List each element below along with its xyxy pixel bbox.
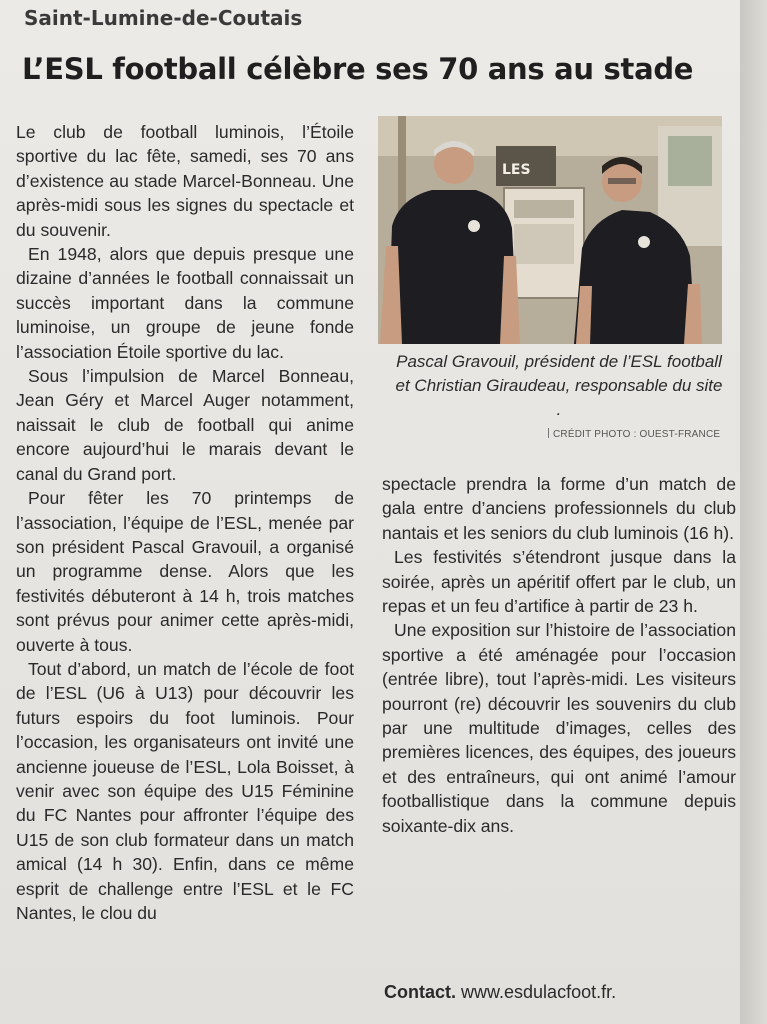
contact-label: Contact. [384, 982, 456, 1002]
locality-heading: Saint-Lumine-de-Coutais [24, 6, 303, 30]
page-edge [740, 0, 767, 1024]
paragraph: Le club de football luminois, l’Étoile sportive du lac fête, samedi, ses 70 ans d’existence au stade Marcel-Bonneau. Une après-midi sous les signes du spectacle et du souvenir. [16, 122, 354, 240]
article-photo [378, 116, 722, 344]
left-column [16, 120, 354, 925]
paragraph: Pour fêter les 70 printemps de l’association, l’équipe de l’ESL, menée par son président Pascal Gravouil, a organisé un programme dense. Alors que les festivités débuteront à 14 h, trois matches sont prévus pour animer cette après-midi, ouverte à tous. [16, 488, 354, 655]
contact-url[interactable]: www.esdulacfoot.fr. [461, 982, 617, 1002]
contact-line [384, 982, 734, 1003]
paragraph: En 1948, alors que depuis presque une dizaine d’années le football connaissait un succès important dans la commune luminoise, un groupe de jeune fonde l’association Étoile sportive du lac. [16, 244, 354, 362]
paragraph: spectacle prendra la forme d’un match de gala entre d’anciens professionnels du club nantais et les seniors du club luminois (16 h). [382, 474, 736, 543]
article-headline: L’ESL football célèbre ses 70 ans au stade [22, 52, 694, 86]
paragraph: Les festivités s’étendront jusque dans la soirée, après un apéritif offert par le club, un repas et un feu d’artifice à partir de 23 h. [382, 547, 736, 617]
photo-credit-text: CRÉDIT PHOTO : OUEST-FRANCE [553, 429, 721, 440]
paragraph: Une exposition sur l’histoire de l’association sportive a été aménagée pour l’occasion (entrée libre), tout l’après-midi. Les visiteurs pourront (re) découvrir les souvenirs du club par une multitude d’images, celles des premières licences, des équipes, des joueurs et des entraîneurs, qui ont animé l’amour footballistique dans la commune depuis soixante-dix ans. [382, 620, 736, 836]
photo-caption: Pascal Gravouil, président de l’ESL football et Christian Giraudeau, responsable du site . [395, 352, 723, 419]
credit-divider [548, 428, 549, 438]
paragraph: Sous l’impulsion de Marcel Bonneau, Jean Géry et Marcel Auger notamment, naissait le club de football qui anime encore aujourd’hui le marais devant le canal du Grand port. [16, 366, 354, 484]
right-column [382, 472, 736, 838]
photo-sign-text: LES [502, 162, 531, 178]
paragraph: Tout d’abord, un match de l’école de foot de l’ESL (U6 à U13) pour découvrir les futurs espoirs du foot luminois. Pour l’occasion, les organisateurs ont invité une ancienne joueuse de l’ESL, Lola Boisset, à venir avec son équipe des U15 Féminine du FC Nantes pour affronter l’équipe des U15 de son club formateur dans un match amical (14 h 30). Enfin, dans ce même esprit de challenge entre l’ESL et le FC Nantes, le clou du [16, 658, 354, 923]
photo-credit [548, 428, 720, 440]
